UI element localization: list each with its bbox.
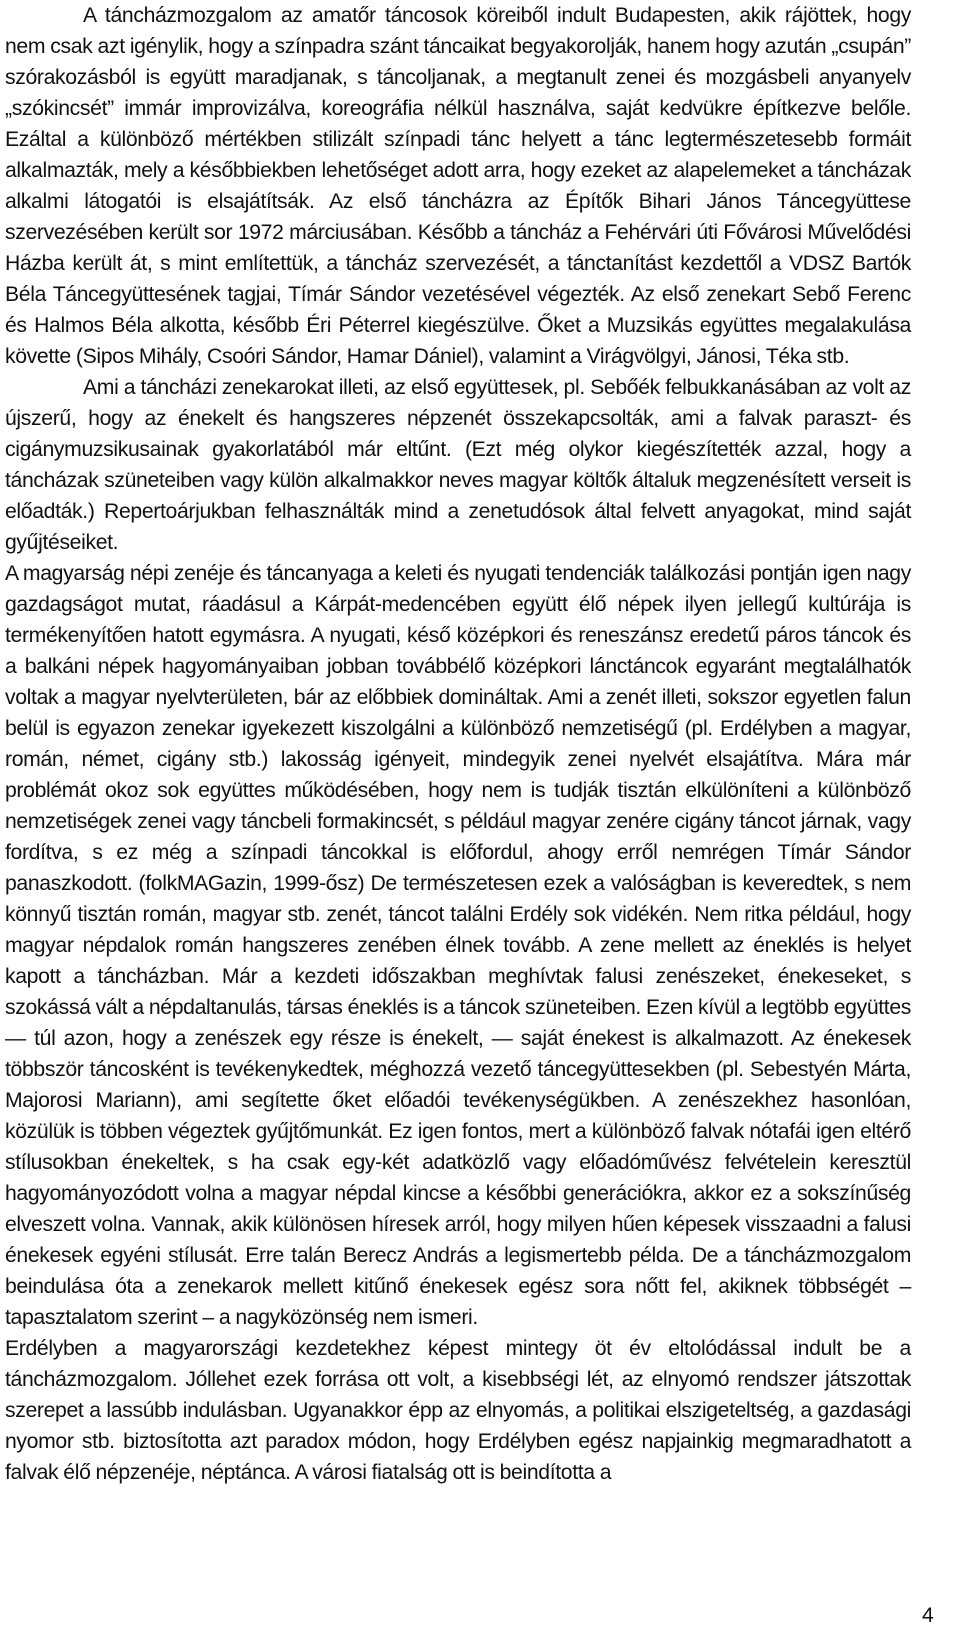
page-number: 4 xyxy=(922,1604,934,1627)
paragraph-2: Ami a táncházi zenekarokat illeti, az első együttesek, pl. Sebőék felbukkanásában az volt az újszerű, hogy az énekelt és hangszeres népzenét összekapcsolták, ami a falvak paraszt- és cigánymuzsikusainak gyakorlatából már eltűnt. (Ezt még olykor kiegészítették azzal, hogy a táncházak szüneteiben vagy külön alkalmakkor neves magyar költők általuk megzenésített verseit is előadták.) Repertoárjukban felhasználták mind a zenetudósok által felvett anyagokat, mind saját gyűjtéseiket. xyxy=(5,376,911,554)
paragraph-4: Erdélyben a magyarországi kezdetekhez képest mintegy öt év eltolódással indult be a táncházmozgalom. Jóllehet ezek forrása ott volt, a kisebbségi lét, az elnyomó rendszer játszottak szerepet a lassúbb indulásban. Ugyanakkor épp az elnyomás, a politikai elszigeteltség, a gazdasági nyomor stb. biztosította azt paradox módon, hogy Erdélyben egész napjainkig megmaradhatott a falvak élő népzenéje, néptánca. A városi fiatalság ott is beindította a xyxy=(5,1337,911,1484)
paragraph-1: A táncházmozgalom az amatőr táncosok köreiből indult Budapesten, akik rájöttek, hogy nem csak azt igénylik, hogy a színpadra szánt táncaikat begyakorolják, hanem hogy azután „csupán” szórakozásból is együtt maradjanak, s táncoljanak, a megtanult zenei és mozgásbeli anyanyelv „szókincsét” immár improvizálva, koreográfia nélkül használva, saját kedvükre építkezve belőle. Ezáltal a különböző mértékben stilizált színpadi tánc helyett a tánc legtermészetesebb formáit alkalmazták, mely a későbbiekben lehetőséget adott arra, hogy ezeket az alapelemeket a táncházak alkalmi látogatói is elsajátítsák. Az első táncházra az Építők Bihari János Táncegyüttese szervezésében került sor 1972 márciusában. Később a táncház a Fehérvári úti Fővárosi Művelődési Házba került át, s mint említettük, a táncház szervezését, a tánctanítást kezdettől a VDSZ Bartók Béla Táncegyüttesének tagjai, Tímár Sándor vezetésével végezték. Az első zenekart Sebő Ferenc és Halmos Béla alkotta, később Éri Péterrel kiegészülve. Őket a Muzsikás együttes megalakulása követte (Sipos Mihály, Csoóri Sándor, Hamar Dániel), valamint a Virágvölgyi, Jánosi, Téka stb. xyxy=(5,4,911,368)
body-text xyxy=(5,0,911,1488)
paragraph-3: A magyarság népi zenéje és táncanyaga a keleti és nyugati tendenciák találkozási pontján igen nagy gazdagságot mutat, ráadásul a Kárpát-medencében együtt élő népek ilyen jellegű kultúrája is termékenyítően hatott egymásra. A nyugati, késő középkori és reneszánsz eredetű páros táncok és a balkáni népek hagyományaiban jobban továbbélő középkori lánctáncok egyaránt megtalálhatók voltak a magyar nyelvterületen, bár az előbbiek domináltak. Ami a zenét illeti, sokszor egyetlen falun belül is egyazon zenekar igyekezett kiszolgálni a különböző nemzetiségű (pl. Erdélyben a magyar, román, német, cigány stb.) lakosság igényeit, mindegyik zenei nyelvét elsajátítva. Mára már problémát okoz sok együttes működésében, hogy nem is tudják tisztán elkülöníteni a különböző nemzetiségek zenei vagy táncbeli formakincsét, s például magyar zenére cigány táncot járnak, vagy fordítva, s ez még a színpadi táncokkal is előfordul, ahogy erről nemrégen Tímár Sándor panaszkodott. (folkMAGazin, 1999-ősz) De természetesen ezek a valóságban is keveredtek, s nem könnyű tisztán román, magyar stb. zenét, táncot találni Erdély sok vidékén. Nem ritka például, hogy magyar népdalok román hangszeres zenében élnek tovább. A zene mellett az éneklés is helyet kapott a táncházban. Már a kezdeti időszakban meghívtak falusi zenészeket, énekeseket, s szokássá vált a népdaltanulás, társas éneklés is a táncok szüneteiben. Ezen kívül a legtöbb együttes — túl azon, hogy a zenészek egy része is énekelt, — saját énekest is alkalmazott. Az énekesek többször táncosként is tevékenykedtek, méghozzá vezető táncegyüttesekben (pl. Sebestyén Márta, Majorosi Mariann), ami segítette őket előadói tevékenységükben. A zenészekhez hasonlóan, közülük is többen végeztek gyűjtőmunkát. Ez igen fontos, mert a különböző falvak nótafái igen eltérő stílusokban énekeltek, s ha csak egy-két adatközlő vagy előadóművész felvételein keresztül hagyományozódott volna a magyar népdal kincse a későbbi generációkra, akkor ez a sokszínűség elveszett volna. Vannak, akik különösen híresek arról, hogy milyen hűen képesek visszaadni a falusi énekesek egyéni stílusát. Erre talán Berecz András a legismertebb példa. De a táncházmozgalom beindulása óta a zenekarok mellett kitűnő énekesek egész sora nőtt fel, akiknek többségét – tapasztalatom szerint – a nagyközönség nem ismeri. xyxy=(5,562,911,1329)
